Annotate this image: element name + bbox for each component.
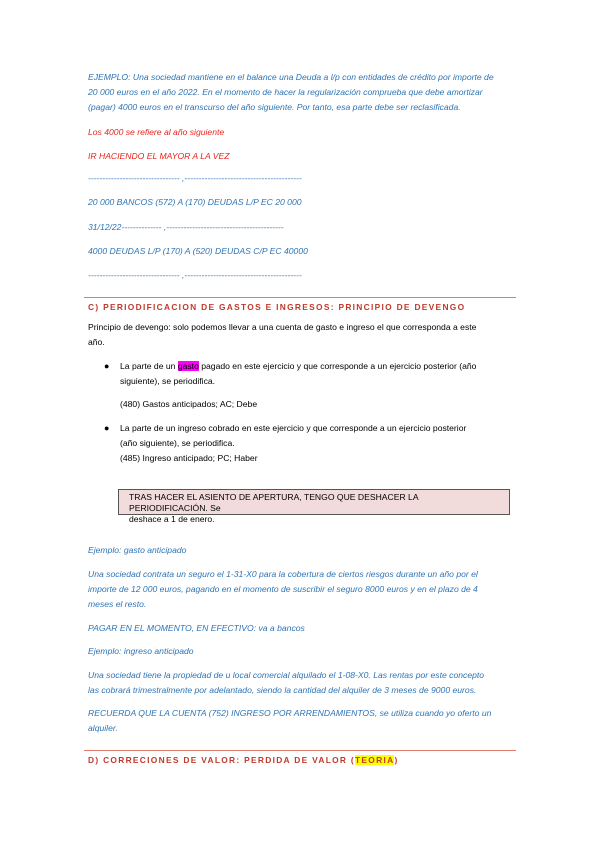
heading-text: D) CORRECIONES DE VALOR: PERDIDA DE VALOR (	[88, 755, 355, 765]
journal-entry-2: 4000 DEUDAS L/P (170) A (520) DEUDAS C/P EC 40000	[88, 246, 308, 256]
example-line: Una sociedad contrata un seguro el 1-31-X0 para la cobertura de ciertos riesgos durante un año por el	[88, 569, 478, 579]
example-gasto-note: PAGAR EN EL MOMENTO, EN EFECTIVO: va a bancos	[88, 623, 305, 633]
example-line: alquiler.	[88, 723, 118, 733]
principle-paragraph	[88, 320, 520, 350]
example-line: 20 000 euros en el año 2022. En el momento de hacer la regularización comprueba que debe amortizar	[88, 87, 483, 97]
bullet-item-ingreso	[120, 421, 520, 466]
section-divider	[84, 750, 516, 751]
bullet-text: La parte de un	[120, 361, 178, 371]
example-line: Una sociedad tiene la propiedad de u local comercial alquilado el 1-08-X0. Las rentas por este concepto	[88, 670, 485, 680]
note-mayor: IR HACIENDO EL MAYOR A LA VEZ	[88, 151, 230, 161]
section-d-heading	[88, 755, 516, 766]
example-ingreso-text	[88, 668, 520, 698]
bullet-text: (año siguiente), se periodifica.	[120, 438, 235, 448]
account-485: (485) Ingreso anticipado; PC; Haber	[120, 453, 258, 463]
highlighted-word: gasto	[177, 361, 199, 371]
note-next-year: Los 4000 se refiere al año siguiente	[88, 127, 225, 137]
example-paragraph	[88, 70, 520, 115]
bullet-dot: ●	[104, 361, 110, 371]
separator-dots: -------------------------------- ,-----------------------------------------	[88, 270, 302, 280]
example-line: las cobrará trimestralmente por adelantado, siendo la cantidad del alquiler de 3 meses de 9000 euros.	[88, 685, 477, 695]
highlight-box	[118, 489, 510, 524]
example-gasto-title: Ejemplo: gasto anticipado	[88, 545, 187, 555]
account-480: (480) Gastos anticipados; AC; Debe	[120, 399, 258, 409]
example-line: importe de 12 000 euros, pagando en el momento de suscribir el seguro 8000 euros y en el plazo de 4	[88, 584, 478, 594]
bullet-dot: ●	[104, 423, 110, 433]
bullet-item-gasto	[120, 359, 520, 389]
box-text: TRAS HACER EL ASIENTO DE APERTURA, TENGO QUE DESHACER LA PERIODIFICACIÓN. Se	[129, 492, 419, 513]
heading-text: )	[394, 755, 399, 765]
example-line: (pagar) 4000 euros en el transcurso del año siguiente. Por tanto, esa parte debe ser reclasificada.	[88, 102, 461, 112]
principle-line: año.	[88, 337, 105, 347]
bullet-text: La parte de un ingreso cobrado en este ejercicio y que corresponde a un ejercicio posterior	[120, 423, 467, 433]
section-divider	[84, 297, 516, 298]
example-line: RECUERDA QUE LA CUENTA (752) INGRESO POR ARRENDAMIENTOS, se utiliza cuando yo oferto un	[88, 708, 492, 718]
example-line: meses el resto.	[88, 599, 147, 609]
bullet-text: siguiente), se periodifica.	[120, 376, 216, 386]
example-line: EJEMPLO: Una sociedad mantiene en el balance una Deuda a l/p con entidades de crédito por importe de	[88, 72, 494, 82]
date-line: 31/12/22-------------- ,-----------------------------------------	[88, 222, 284, 232]
box-text: deshace a 1 de enero.	[129, 514, 215, 524]
separator-dots: -------------------------------- ,-----------------------------------------	[88, 173, 302, 183]
bullet-text: pagado en este ejercicio y que corresponde a un ejercicio posterior (año	[198, 361, 477, 371]
principle-line: Principio de devengo: solo podemos llevar a una cuenta de gasto e ingreso el que corresponda a este	[88, 322, 477, 332]
example-gasto-text	[88, 567, 520, 612]
example-ingreso-note	[88, 706, 520, 736]
section-c-heading: C) PERIODIFICACION DE GASTOS E INGRESOS: PRINCIPIO DE DEVENGO	[88, 302, 466, 312]
highlighted-word: TEORIA	[355, 755, 395, 765]
journal-entry-1: 20 000 BANCOS (572) A (170) DEUDAS L/P EC 20 000	[88, 197, 302, 207]
example-ingreso-title: Ejemplo: ingreso anticipado	[88, 646, 194, 656]
